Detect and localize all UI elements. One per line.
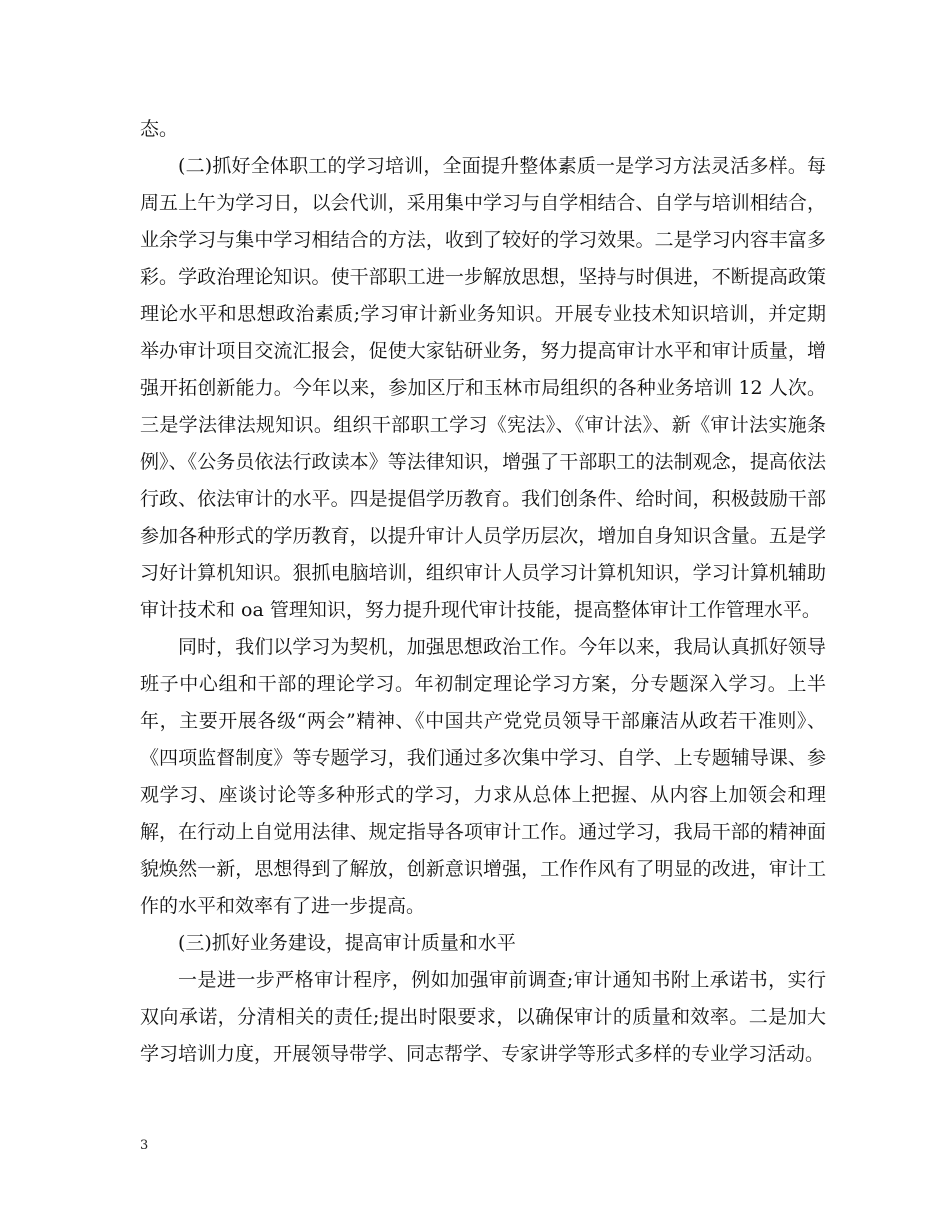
body-text <box>140 111 826 1073</box>
paragraph-study-training: (二)抓好全体职工的学习培训，全面提升整体素质一是学习方法灵活多样。每周五上午为学习日，以会代训，采用集中学习与自学相结合、自学与培训相结合，业余学习与集中学习相结合的方法，收到了较好的学习效果。二是学习内容丰富多彩。学政治理论知识。使干部职工进一步解放思想，坚持与时俱进，不断提高政策理论水平和思想政治素质;学习审计新业务知识。开展专业技术知识培训，并定期举办审计项目交流汇报会，促使大家钻研业务，努力提高审计水平和审计质量，增强开拓创新能力。今年以来，参加区厅和玉林市局组织的各种业务培训 12 人次。三是学法律法规知识。组织干部职工学习《宪法》、《审计法》、新《审计法实施条例》、《公务员依法行政读本》等法律知识，增强了干部职工的法制观念，提高依法行政、依法审计的水平。四是提倡学历教育。我们创条件、给时间，积极鼓励干部参加各种形式的学历教育，以提升审计人员学历层次，增加自身知识含量。五是学习好计算机知识。狠抓电脑培训，组织审计人员学习计算机知识，学习计算机辅助审计技术和 oa 管理知识，努力提升现代审计技能，提高整体审计工作管理水平。 <box>140 155 826 621</box>
paragraph-continuation: 态。 <box>140 118 179 140</box>
page-number: 3 <box>140 1138 149 1153</box>
section-heading-business: (三)抓好业务建设，提高审计质量和水平 <box>178 932 516 954</box>
paragraph-audit-procedure: 一是进一步严格审计程序，例如加强审前调查;审计通知书附上承诺书，实行双向承诺，分清相关的责任;提出时限要求，以确保审计的质量和效率。二是加大学习培训力度，开展领导带学、同志帮学、专家讲学等形式多样的专业学习活动。 <box>140 969 826 1065</box>
paragraph-political-work: 同时，我们以学习为契机，加强思想政治工作。今年以来，我局认真抓好领导班子中心组和干部的理论学习。年初制定理论学习方案，分专题深入学习。上半年，主要开展各级“两会”精神、《中国共产党党员领导干部廉洁从政若干准则》、《四项监督制度》等专题学习，我们通过多次集中学习、自学、上专题辅导课、参观学习、座谈讨论等多种形式的学习，力求从总体上把握、从内容上加领会和理解，在行动上自觉用法律、规定指导各项审计工作。通过学习，我局干部的精神面貌焕然一新，思想得到了解放，创新意识增强，工作作风有了明显的改进，审计工作的水平和效率有了进一步提高。 <box>140 636 826 917</box>
